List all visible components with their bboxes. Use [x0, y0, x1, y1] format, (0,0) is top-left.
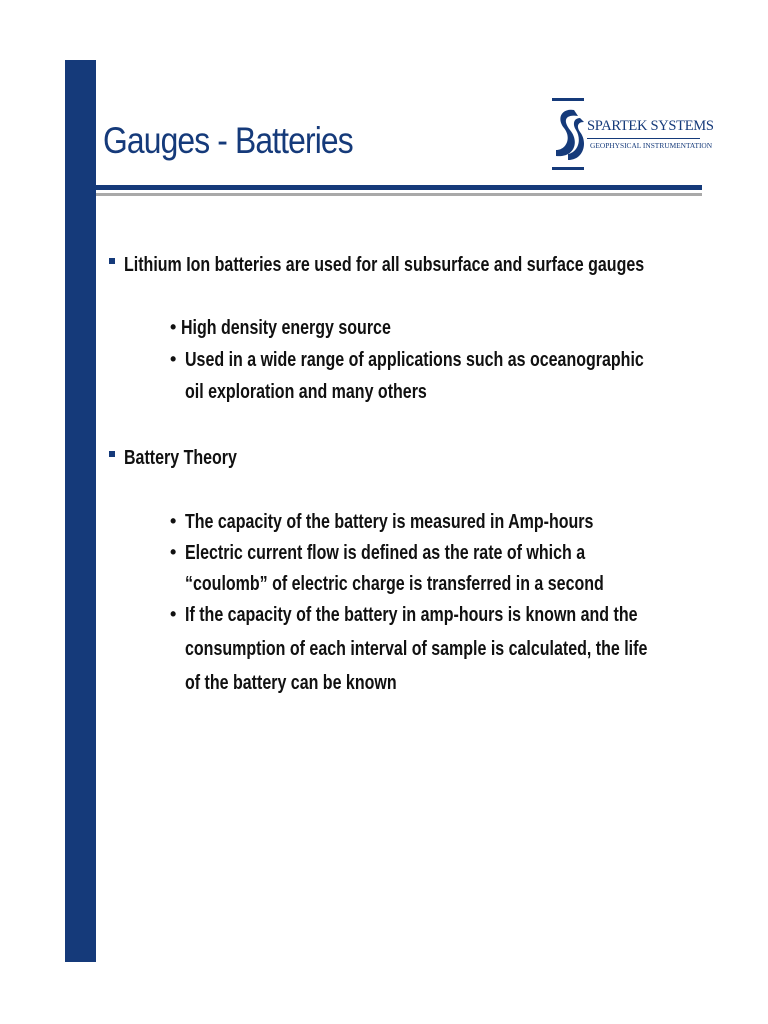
sub-bullet-text: The capacity of the battery is measured in Amp-hours [185, 511, 594, 533]
bullet-square-icon [109, 258, 115, 264]
sub-bullet-text: consumption of each interval of sample is calculated, the life [185, 638, 648, 660]
company-logo [550, 98, 714, 170]
logo-divider [587, 138, 700, 139]
sub-bullet-text: “coulomb” of electric charge is transferred in a second [185, 573, 604, 595]
title-rule-grey [96, 193, 702, 196]
bullet-dot-icon: • [170, 349, 177, 369]
spartek-logo-icon [550, 98, 586, 170]
bullet-dot-icon: • [170, 542, 177, 562]
bullet-text: Lithium Ion batteries are used for all subsurface and surface gauges [124, 254, 645, 276]
sub-bullet-text: If the capacity of the battery in amp-hours is known and the [185, 604, 638, 626]
slide-title: Gauges - Batteries [103, 120, 353, 161]
logo-company-name: SPARTEK SYSTEMS [587, 118, 714, 134]
logo-subtitle: GEOPHYSICAL INSTRUMENTATION [590, 141, 713, 150]
sub-bullet-text: Electric current flow is defined as the rate of which a [185, 542, 586, 564]
bullet-square-icon [109, 451, 115, 457]
bullet-text: Battery Theory [124, 447, 237, 469]
title-rule-dark [96, 185, 702, 190]
bullet-dot-icon: • [170, 317, 177, 337]
bullet-dot-icon: • [170, 511, 177, 531]
sub-bullet-text: High density energy source [181, 317, 391, 339]
sub-bullet-text: oil exploration and many others [185, 381, 427, 403]
left-accent-bar [65, 60, 96, 962]
sub-bullet-text: of the battery can be known [185, 672, 397, 694]
bullet-dot-icon: • [170, 604, 177, 624]
sub-bullet-text: Used in a wide range of applications such as oceanographic [185, 349, 644, 371]
